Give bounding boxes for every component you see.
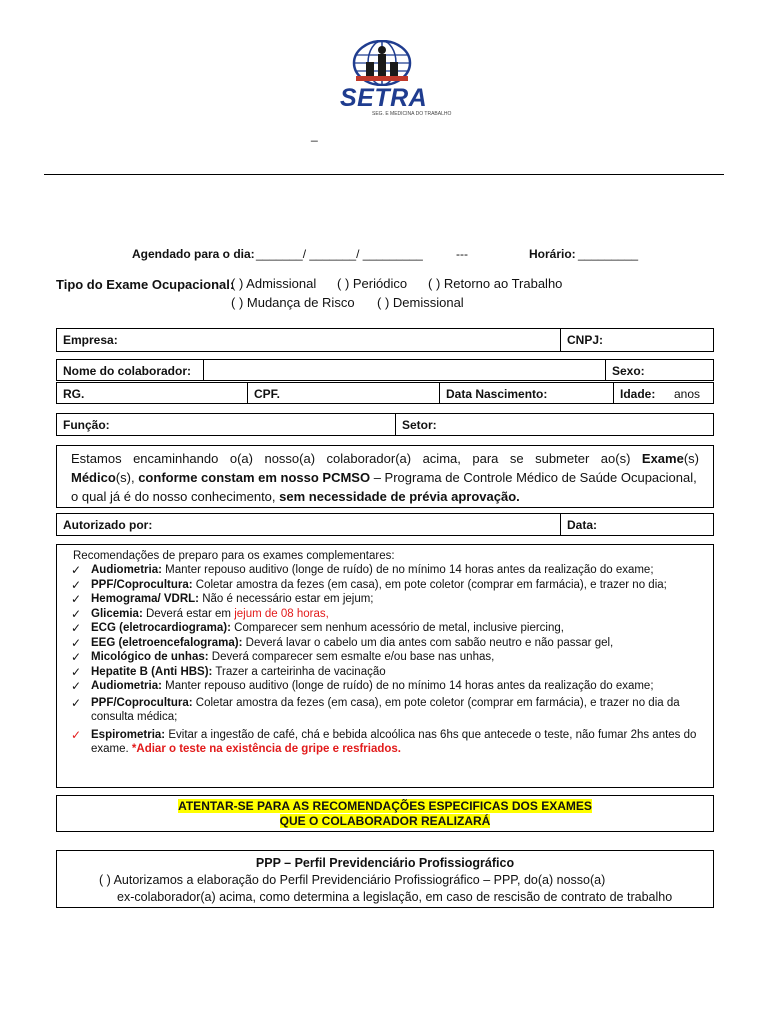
recommendation-text: Coletar amostra da fezes (em casa), em pote coletor (comprar em farmácia), e trazer no dia da consulta médica; [91, 696, 680, 723]
recommendation-exam-name: ECG (eletrocardiograma): [91, 622, 231, 634]
globe-icon [352, 40, 412, 86]
data-field[interactable]: Data: [560, 514, 713, 535]
recommendation-item [57, 563, 703, 578]
check-icon: ✓ [71, 621, 82, 635]
schedule-time-blank[interactable]: _________ [578, 247, 639, 261]
check-icon: ✓ [71, 679, 82, 693]
option-retorno[interactable]: ( ) Retorno ao Trabalho [428, 276, 563, 291]
nascimento-field[interactable]: Data Nascimento: [439, 383, 613, 403]
check-icon: ✓ [71, 727, 82, 742]
referral-text-1: Estamos encaminhando o(a) nosso(a) colaborador(a) acima, para se submeter ao(s) [71, 451, 631, 466]
recommendation-exam-name: PPF/Coprocultura: [91, 696, 193, 709]
referral-paragraph [56, 445, 714, 508]
option-admissional[interactable]: ( ) Admissional [231, 276, 317, 291]
recommendation-item [57, 621, 703, 636]
autorizado-field[interactable]: Autorizado por: [63, 518, 153, 532]
setor-field[interactable]: Setor: [395, 414, 713, 435]
recommendation-exam-name: Audiometria: [91, 680, 162, 692]
recommendation-text: Evitar a ingestão de café, chá e bebida alcoólica nas 6hs que antecede o teste, não fumar 2hs antes do exame. [91, 728, 697, 755]
header-divider [44, 174, 724, 175]
recommendations-title: Recomendações de preparo para os exames complementares: [73, 550, 395, 562]
recommendations-box [56, 544, 714, 788]
recommendation-text: Não é necessário estar em jejum; [202, 593, 374, 605]
recommendation-warning: jejum de 08 horas, [234, 607, 329, 620]
schedule-separator: --- [456, 247, 468, 261]
recommendation-text: Trazer a carteirinha de vacinação [215, 665, 386, 678]
idade-label: Idade: [620, 387, 656, 401]
option-mudanca-risco[interactable]: ( ) Mudança de Risco [231, 295, 355, 310]
referral-bold-aprovacao: sem necessidade de prévia aprovação. [279, 489, 520, 504]
check-icon: ✓ [71, 563, 82, 577]
check-icon: ✓ [71, 635, 82, 650]
header-dash: _ [311, 128, 318, 142]
ppp-box [56, 850, 714, 908]
recommendation-exam-name: Hemograma/ VDRL: [91, 593, 199, 605]
referral-text-3: o qual já é do nosso conhecimento, [71, 489, 276, 504]
ppp-title: PPP – Perfil Previdenciário Profissiográfico [255, 856, 515, 870]
documents-row [56, 382, 714, 404]
recommendations-list [57, 563, 703, 757]
referral-text-2: (s), [115, 470, 135, 485]
idade-field[interactable] [613, 383, 713, 403]
recommendation-item [57, 607, 703, 622]
attention-line-2: QUE O COLABORADOR REALIZARÁ [279, 814, 491, 828]
logo-subtitle: SEG. E MEDICINA DO TRABALHO [372, 111, 452, 117]
option-demissional[interactable]: ( ) Demissional [377, 295, 464, 310]
autorizado-row [56, 513, 714, 536]
ppp-authorize-checkbox[interactable]: ( ) Autorizamos a elaboração do Perfil Previdenciário Profissiográfico – PPP, do(a) nosso(a) [99, 873, 606, 887]
check-icon: ✓ [71, 650, 82, 664]
nome-label: Nome do colaborador: [63, 364, 192, 378]
recommendation-exam-name: Hepatite B (Anti HBS): [91, 665, 213, 678]
recommendation-exam-name: Micológico de unhas: [91, 651, 209, 663]
ppp-line-2: ex-colaborador(a) acima, como determina a legislação, em caso de rescisão de contrato de trabalho [117, 890, 673, 904]
referral-bold-medico: Médico [71, 470, 116, 485]
recommendation-text: Comparecer sem nenhum acessório de metal, inclusive piercing, [234, 622, 564, 634]
referral-text-2-end: – Programa de Controle Médico de Saúde Ocupacional, [373, 470, 697, 485]
attention-box [56, 795, 714, 832]
recommendation-item [57, 679, 703, 694]
recommendation-item [57, 728, 703, 757]
check-icon: ✓ [71, 695, 82, 710]
rg-field[interactable]: RG. [63, 387, 85, 401]
recommendation-item [57, 578, 703, 593]
recommendation-text: Deverá comparecer sem esmalte e/ou base nas unhas, [211, 651, 495, 663]
recommendation-exam-name: Audiometria: [91, 564, 162, 576]
cpf-field[interactable]: CPF. [247, 383, 439, 403]
recommendation-exam-name: Espirometria: [91, 728, 166, 741]
recommendation-exam-name: PPF/Coprocultura: [91, 578, 193, 591]
schedule-date-label: Agendado para o dia: [132, 247, 255, 261]
recommendation-item [57, 636, 703, 651]
nome-input[interactable] [203, 360, 605, 380]
exam-type-label: Tipo do Exame Ocupacional: [56, 277, 235, 292]
recommendation-exam-name: Glicemia: [91, 607, 143, 620]
attention-line-1: ATENTAR-SE PARA AS RECOMENDAÇÕES ESPECIFICAS DOS EXAMES [178, 799, 592, 813]
recommendation-exam-name: EEG (eletroencefalograma): [91, 636, 243, 649]
cnpj-field[interactable]: CNPJ: [560, 329, 713, 351]
check-icon: ✓ [71, 577, 82, 592]
funcao-row [56, 413, 714, 436]
check-icon: ✓ [71, 592, 82, 606]
recommendation-text: Deverá estar em [145, 607, 231, 620]
option-periodico[interactable]: ( ) Periódico [337, 276, 408, 291]
sexo-field[interactable]: Sexo: [605, 360, 713, 380]
schedule-date-blank[interactable]: _______/ _______/ _________ [256, 247, 423, 261]
recommendation-item [57, 665, 703, 680]
check-icon: ✓ [71, 606, 82, 621]
empresa-field[interactable]: Empresa: [63, 333, 118, 347]
recommendation-text: Coletar amostra da fezes (em casa), em pote coletor (comprar em farmácia), e trazer no dia; [195, 578, 667, 591]
recommendation-item [57, 592, 703, 607]
check-icon: ✓ [71, 664, 82, 679]
recommendation-warning: *Adiar o teste na existência de gripe e resfriados. [131, 743, 401, 755]
schedule-time-label: Horário: [529, 247, 576, 261]
referral-text-1-end: (s) [683, 451, 699, 466]
recommendation-text: Manter repouso auditivo (longe de ruído) de no mínimo 14 horas antes da realização do exame; [165, 564, 654, 576]
referral-bold-exame: Exame [641, 451, 684, 466]
empresa-row [56, 328, 714, 352]
logo-wordmark: SETRA [340, 84, 428, 112]
recommendation-text: Deverá lavar o cabelo um dia antes com sabão neutro e não passar gel, [245, 636, 614, 649]
funcao-field[interactable]: Função: [63, 418, 110, 432]
anos-label: anos [674, 387, 701, 401]
setra-logo [336, 40, 452, 120]
referral-bold-pcmso: conforme constam em nosso PCMSO [138, 470, 371, 485]
nome-row [56, 359, 714, 381]
recommendation-item [57, 650, 703, 665]
recommendation-item [57, 696, 703, 725]
recommendation-text: Manter repouso auditivo (longe de ruído) de no mínimo 14 horas antes da realização do exame; [165, 680, 654, 692]
